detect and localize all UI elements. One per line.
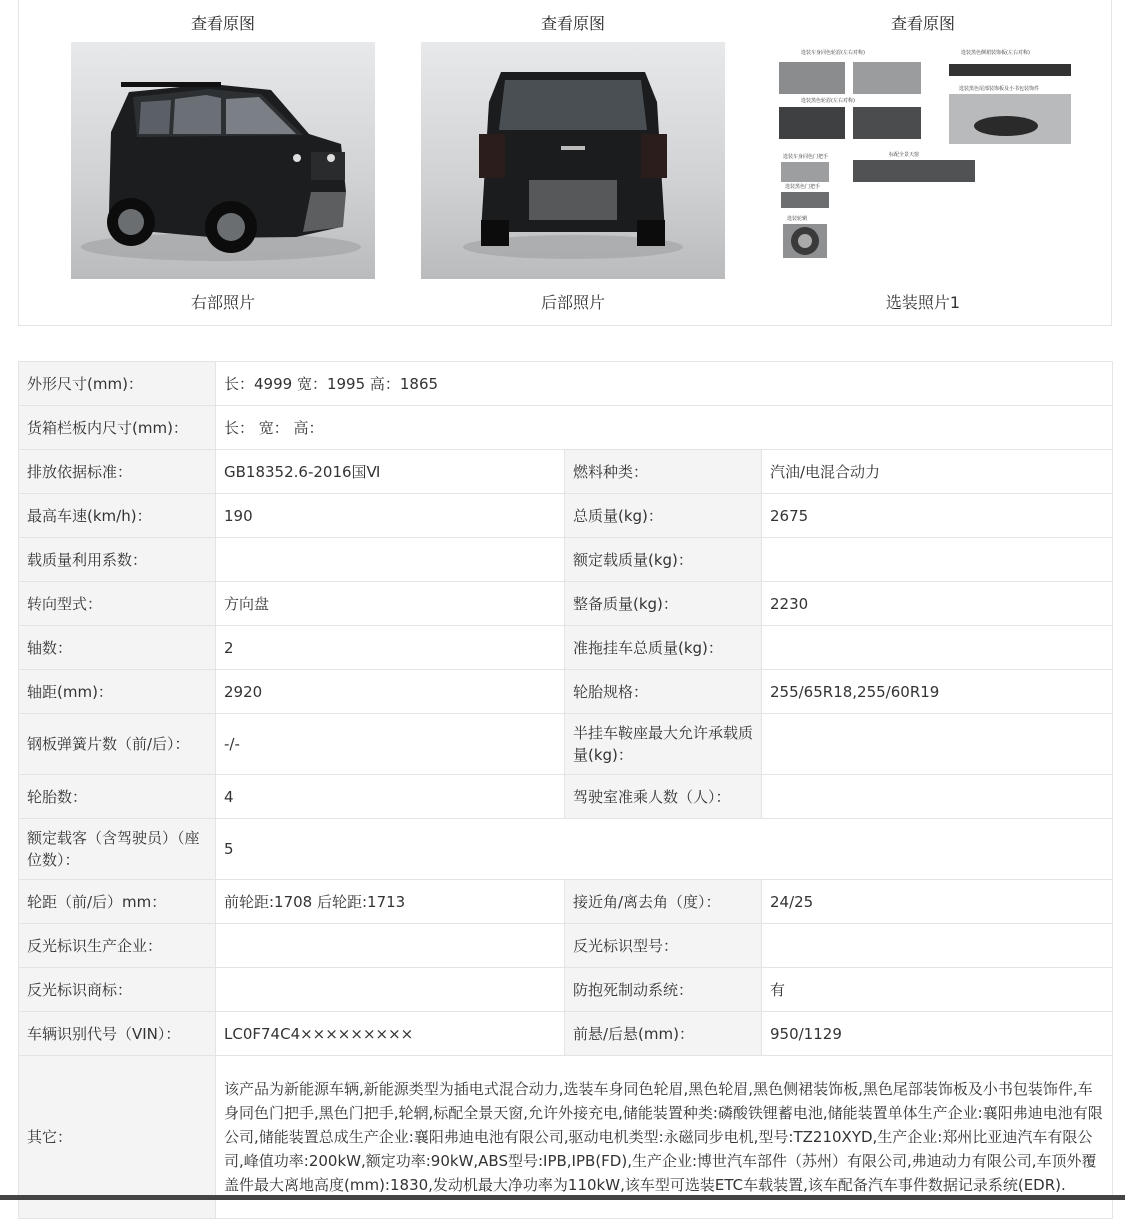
tire-spec-label: 轮胎规格： [565,670,762,714]
suv-rear-view-image [421,42,725,279]
rated-load-label: 额定载质量(kg)： [565,538,762,582]
wheelbase-label: 轴距(mm)： [19,670,216,714]
table-row [19,494,1113,538]
options-photo[interactable] [771,42,1075,279]
tire-spec-value: 255/65R18,255/60R19 [762,670,1113,714]
other-value: 该产品为新能源车辆,新能源类型为插电式混合动力,选装车身同色轮眉,黑色轮眉,黑色侧裙装饰板,黑色尾部装饰板及小书包装饰件,车身同色门把手,黑色门把手,轮辋,标配全景天窗,允许外接充电,储能装置种类:磷酸铁锂蓄电池,储能装置单体生产企业:襄阳弗迪电池有限公司,储能装置总成生产企业:襄阳弗迪电池有限公司,驱动电机类型:永磁同步电机,型号:TZ210XYD,生产企业:郑州比亚迪汽车有限公司,峰值功率:200kW,额定功率:90kW,ABS型号:IPB,IPB(FD),生产企业:博世汽车部件（苏州）有限公司,弗迪动力有限公司,车顶外覆盖件最大离地高度(mm):1830,发动机最大净功率为110kW,该车型可选装ETC车载装置,该车配备汽车事件数据记录系统(EDR). [216,1056,1113,1219]
bottom-bar [0,1195,1125,1200]
cargo-value: 长： 宽： 高： [216,406,1113,450]
curb-mass-value: 2230 [762,582,1113,626]
svg-text:选装轮辋: 选装轮辋 [787,216,808,222]
table-row [19,880,1113,924]
overhang-value: 950/1129 [762,1012,1113,1056]
photo-caption-rear: 后部照片 [540,293,605,312]
table-row [19,775,1113,819]
table-row [19,626,1113,670]
reflector-model-value [762,924,1113,968]
table-row [19,362,1113,406]
load-factor-label: 载质量利用系数： [19,538,216,582]
dimensions-value: 长：4999 宽：1995 高：1865 [216,362,1113,406]
abs-label: 防抱死制动系统： [565,968,762,1012]
suv-right-view-image [71,42,375,279]
table-row [19,1012,1113,1056]
svg-text:选装黑色轮眉(左右对称): 选装黑色轮眉(左右对称) [801,98,855,104]
fuel-value: 汽油/电混合动力 [762,450,1113,494]
other-label: 其它： [19,1056,216,1219]
saddle-load-value [762,714,1113,775]
cargo-label: 货箱栏板内尺寸(mm)： [19,406,216,450]
abs-value: 有 [762,968,1113,1012]
rear-photo[interactable] [421,42,725,279]
track-label: 轮距（前/后）mm： [19,880,216,924]
leaf-spring-label: 钢板弹簧片数（前/后）： [19,714,216,775]
svg-text:标配全景天窗: 标配全景天窗 [889,152,920,158]
axles-value: 2 [216,626,565,670]
steering-value: 方向盘 [216,582,565,626]
leaf-spring-value: -/- [216,714,565,775]
table-row [19,819,1113,880]
max-speed-label: 最高车速(km/h)： [19,494,216,538]
emission-label: 排放依据标准： [19,450,216,494]
spec-table [18,361,1113,1219]
max-speed-value: 190 [216,494,565,538]
svg-text:选装车身同色轮眉(左右对称): 选装车身同色轮眉(左右对称) [801,50,865,56]
photo-options-column [771,0,1075,312]
table-row [19,450,1113,494]
angles-value: 24/25 [762,880,1113,924]
vin-value: LC0F74C4××××××××× [216,1012,565,1056]
cab-seats-value [762,775,1113,819]
emission-value: GB18352.6-2016国Ⅵ [216,450,565,494]
passengers-value: 5 [216,819,1113,880]
table-row [19,538,1113,582]
table-row [19,406,1113,450]
photo-rear-column [421,0,725,312]
wheelbase-value: 2920 [216,670,565,714]
vin-label: 车辆识别代号（VIN）： [19,1012,216,1056]
photo-caption-right: 右部照片 [190,293,255,312]
passengers-label: 额定载客（含驾驶员）（座位数）： [19,819,216,880]
svg-text:选装黑色尾部装饰板及小书包装饰件: 选装黑色尾部装饰板及小书包装饰件 [959,86,1040,92]
saddle-load-label: 半挂车鞍座最大允许承载质量(kg)： [565,714,762,775]
table-row [19,714,1113,775]
rated-load-value [762,538,1113,582]
tire-count-value: 4 [216,775,565,819]
photo-right-column [71,0,375,312]
photo-caption-options: 选装照片1 [885,293,961,312]
dimensions-label: 外形尺寸(mm)： [19,362,216,406]
reflector-maker-label: 反光标识生产企业： [19,924,216,968]
tire-count-label: 轮胎数： [19,775,216,819]
photo-gallery [18,0,1112,326]
curb-mass-label: 整备质量(kg)： [565,582,762,626]
view-original-link-right[interactable]: 查看原图 [190,14,255,33]
reflector-brand-value [216,968,565,1012]
reflector-maker-value [216,924,565,968]
trailer-mass-value [762,626,1113,670]
overhang-label: 前悬/后悬(mm)： [565,1012,762,1056]
steering-label: 转向型式： [19,582,216,626]
table-row [19,968,1113,1012]
track-value: 前轮距:1708 后轮距:1713 [216,880,565,924]
right-side-photo[interactable] [71,42,375,279]
svg-text:选装黑色侧裙装饰板(左右对称): 选装黑色侧裙装饰板(左右对称) [961,50,1030,56]
gross-mass-value: 2675 [762,494,1113,538]
fuel-label: 燃料种类： [565,450,762,494]
svg-text:选装车身同色门把手: 选装车身同色门把手 [783,154,829,160]
table-row [19,924,1113,968]
options-sheet-image [771,42,1075,279]
svg-text:选装黑色门把手: 选装黑色门把手 [785,184,821,190]
trailer-mass-label: 准拖挂车总质量(kg)： [565,626,762,670]
cab-seats-label: 驾驶室准乘人数（人）： [565,775,762,819]
table-row [19,670,1113,714]
reflector-brand-label: 反光标识商标： [19,968,216,1012]
gross-mass-label: 总质量(kg)： [565,494,762,538]
axles-label: 轴数： [19,626,216,670]
load-factor-value [216,538,565,582]
table-row [19,582,1113,626]
reflector-model-label: 反光标识型号： [565,924,762,968]
view-original-link-rear[interactable]: 查看原图 [540,14,605,33]
view-original-link-options[interactable]: 查看原图 [890,14,955,33]
angles-label: 接近角/离去角（度）： [565,880,762,924]
